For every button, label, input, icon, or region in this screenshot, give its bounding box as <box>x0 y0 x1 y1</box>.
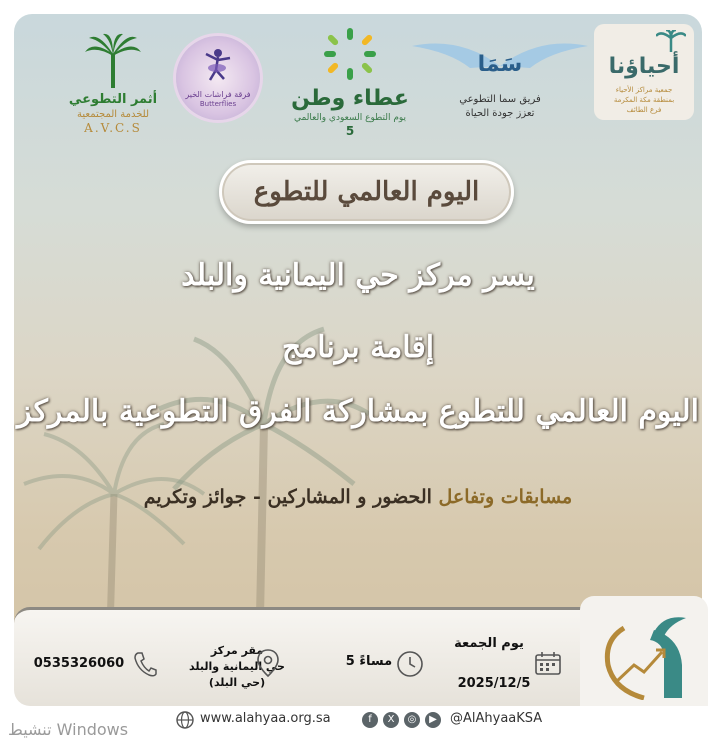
ahyauna-subtitle-3: فرع الطائف <box>626 106 662 114</box>
body-line-4 <box>14 486 702 508</box>
location-line-2: حي اليمانية والبلد <box>189 660 285 673</box>
dancer-icon <box>198 46 238 86</box>
sama-subtitle-2: تعزز جودة الحياة <box>465 108 535 119</box>
body-line-1: يسر مركز حي اليمانية والبلد <box>181 258 535 293</box>
ahyauna-logo <box>594 24 694 120</box>
title-banner <box>219 160 514 224</box>
ataa-watan-name: عطاء وطن <box>291 86 409 111</box>
calendar-icon <box>534 650 562 676</box>
palm-icon <box>656 30 686 52</box>
ataa-watan-subtitle: يوم التطوع السعودي والعالمي <box>293 113 407 123</box>
athmar-abbr: A.V.C.S <box>84 121 142 135</box>
social-handle[interactable]: @AlAhyaaKSA <box>450 711 543 726</box>
body-line-2: إقامة برنامج <box>281 330 435 365</box>
event-time: 5 مساءً <box>345 654 393 669</box>
body-line-4-rest: الحضور و المشاركين - جوائز وتكريم <box>143 486 432 508</box>
ataa-watan-number: 5 <box>345 124 355 138</box>
ahyauna-subtitle-1: جمعية مراكز الأحياء <box>615 86 673 94</box>
clock-icon <box>396 650 424 678</box>
body-line-3: اليوم العالمي للتطوع بمشاركة الفرق التطوعية بالمركز <box>17 394 699 429</box>
sunburst-icon <box>322 26 378 82</box>
instagram-icon[interactable]: ◎ <box>404 712 420 728</box>
location-line-3: (حي البلد) <box>208 676 266 689</box>
youtube-icon[interactable]: ▶ <box>425 712 441 728</box>
butterflies-logo <box>176 36 260 120</box>
event-poster <box>14 14 702 664</box>
website-link[interactable]: www.alahyaa.org.sa <box>200 711 331 726</box>
butterflies-name: فرقة فراشات الخير <box>185 90 251 99</box>
growth-arrow-icon <box>594 610 694 700</box>
sama-subtitle-1: فريق سما التطوعي <box>459 94 541 105</box>
ataa-watan-logo <box>280 26 420 154</box>
athmar-logo <box>58 32 168 152</box>
phone-number[interactable]: 0535326060 <box>33 656 125 671</box>
athmar-subtitle: للخدمة المجتمعية <box>76 109 150 120</box>
partner-logos <box>14 14 702 154</box>
globe-icon <box>176 711 194 729</box>
event-date: 2025/12/5 <box>457 676 531 691</box>
event-info-footer <box>14 607 604 706</box>
sama-logo <box>410 38 590 138</box>
butterflies-subtitle: Butterflies <box>199 100 237 108</box>
phone-icon <box>132 650 158 678</box>
day-label: يوم الجمعة <box>454 636 524 651</box>
facebook-icon[interactable]: f <box>362 712 378 728</box>
x-icon[interactable]: X <box>383 712 399 728</box>
athmar-name: أثمر التطوعي <box>68 92 158 107</box>
ahyauna-name: أحياؤنا <box>608 54 680 79</box>
page-title: اليوم العالمي للتطوع <box>253 177 480 207</box>
sama-name: سَمَا <box>477 52 523 77</box>
bottom-bar <box>0 706 716 749</box>
windows-activation-watermark: تنشيط Windows <box>8 720 129 739</box>
location-line-1: مقر مركز <box>210 644 264 657</box>
location-pin-icon <box>256 648 280 678</box>
palm-icon <box>83 32 143 88</box>
body-line-4-accent: مسابقات وتفاعل <box>438 486 573 508</box>
ahyauna-subtitle-2: بمنطقة مكة المكرمة <box>613 96 675 104</box>
